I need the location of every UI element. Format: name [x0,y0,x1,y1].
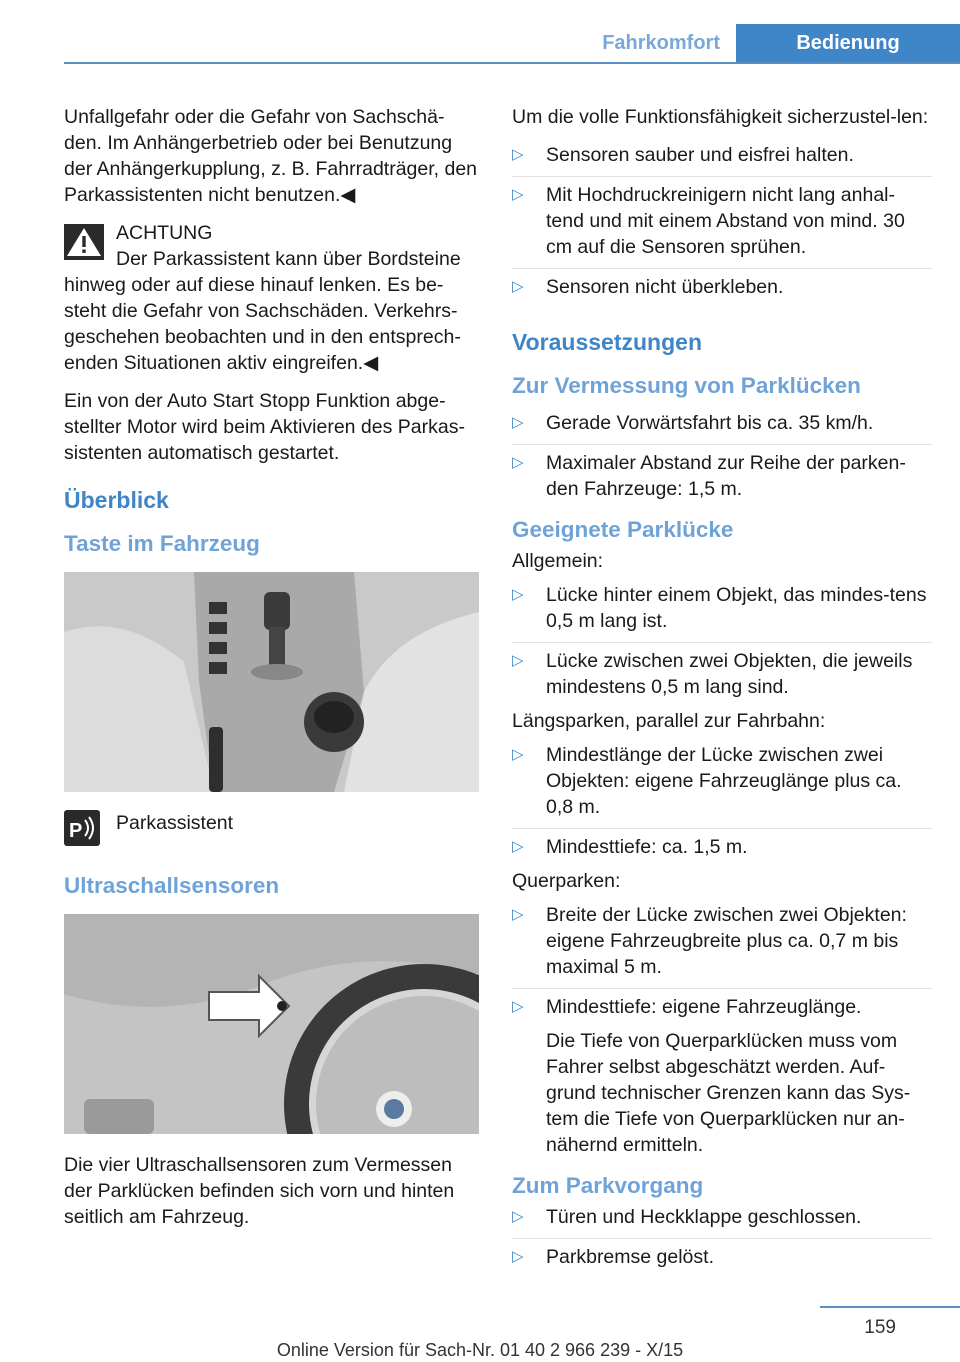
park-assist-icon [64,810,100,846]
parallel-label: Längsparken, parallel zur Fahrbahn: [512,710,826,732]
triangle-bullet-icon: ▷ [512,1248,524,1265]
list-item: ▷ Breite der Lücke zwischen zwei Objekten: eigene Fahrzeugbreite plus ca. 0,7 m bis maximal 5 m. [512,904,907,978]
heading-measure: Zur Vermessung von Parklücken [512,373,861,398]
intro-paragraph: Unfallgefahr oder die Gefahr von Sachschä-den. Im Anhängerbetrieb oder bei Benutzung der Anhängerkupplung, z. B. Fahrradträger, den Parkassistenten nicht benutzen.◀ [64,106,478,206]
warning-block [64,220,479,376]
warning-body: hinweg oder auf diese hinauf lenken. Es be-steht die Gefahr von Sachschäden. Verkehrs-geschehen beobachten und in den entsprech-enden Situationen aktiv eingreifen.◀ [64,274,461,374]
triangle-bullet-icon: ▷ [512,414,524,431]
parallel-list [512,742,932,860]
park-assist-row [64,810,479,846]
parking-list [512,1204,932,1270]
list-item: ▷ Lücke zwischen zwei Objekten, die jeweils mindestens 0,5 m lang sind. [512,642,932,700]
park-assist-label: Parkassistent [116,812,234,834]
triangle-bullet-icon: ▷ [512,652,524,669]
cross-label: Querparken: [512,870,621,892]
start-stop-paragraph: Ein von der Auto Start Stopp Funktion abge-stellter Motor wird beim Aktivieren des Parkas-sistenten automatisch gestartet. [64,390,465,464]
heading-overview: Überblick [64,487,169,513]
svg-text:P: P [69,820,83,842]
list-item: ▷ Türen und Heckklappe geschlossen. [512,1206,862,1228]
heading-button: Taste im Fahrzeug [64,531,260,556]
cross-note: Die Tiefe von Querparklücken muss vom Fahrer selbst abgeschätzt werden. Auf-grund technischer Grenzen kann das Sys-tem die Tiefe von Querparklücken nur an-nähernd ermitteln. [546,1030,911,1156]
tab-fahrkomfort[interactable]: Fahrkomfort [602,32,720,54]
list-item: ▷ Maximaler Abstand zur Reihe der parken-den Fahrzeuge: 1,5 m. [512,444,932,502]
care-list [512,142,932,300]
list-item: ▷ Sensoren sauber und eisfrei halten. [512,144,854,166]
triangle-bullet-icon: ▷ [512,146,524,163]
triangle-bullet-icon: ▷ [512,278,524,295]
cross-list [512,902,932,1158]
right-column [512,104,932,1278]
sensor-photo [64,914,479,1134]
left-column [64,104,479,1242]
measure-list [512,410,932,502]
warning-lead: Der Parkassistent kann über Bordsteine [116,248,461,270]
heading-parking: Zum Parkvorgang [512,1173,704,1198]
footer-divider [820,1306,960,1308]
triangle-bullet-icon: ▷ [512,998,524,1015]
heading-suitable: Geeignete Parklücke [512,517,734,542]
online-version-text: Online Version für Sach-Nr. 01 40 2 966 239 - X/15 [276,1340,684,1360]
care-intro: Um die volle Funktionsfähigkeit sicherzustel-len: [512,106,929,128]
list-item: ▷ Sensoren nicht überkleben. [512,268,932,300]
general-list [512,582,932,700]
triangle-bullet-icon: ▷ [512,454,524,471]
triangle-bullet-icon: ▷ [512,838,524,855]
triangle-bullet-icon: ▷ [512,586,524,603]
list-item: ▷ Mindestlänge der Lücke zwischen zwei Objekten: eigene Fahrzeuglänge plus ca. 0,8 m. [512,744,902,818]
tab-bedienung[interactable]: Bedienung [736,24,960,62]
triangle-bullet-icon: ▷ [512,746,524,763]
page-number: 159 [864,1317,896,1338]
triangle-bullet-icon: ▷ [512,906,524,923]
list-item: ▷ Gerade Vorwärtsfahrt bis ca. 35 km/h. [512,412,874,434]
triangle-bullet-icon: ▷ [512,1208,524,1225]
heading-requirements: Voraussetzungen [512,329,702,355]
warning-icon [64,224,104,260]
list-item: ▷ Lücke hinter einem Objekt, das mindes-tens 0,5 m lang ist. [512,584,927,632]
sensors-paragraph: Die vier Ultraschallsensoren zum Vermessen der Parklücken befinden sich vorn und hinten seitlich am Fahrzeug. [64,1154,455,1228]
heading-sensors: Ultraschallsensoren [64,873,280,898]
triangle-bullet-icon: ▷ [512,186,524,203]
general-label: Allgemein: [512,550,604,572]
page-header [64,24,960,64]
warning-title: ACHTUNG [116,222,213,244]
list-item: ▷ Mindesttiefe: eigene Fahrzeuglänge. Die Tiefe von Querparklücken muss vom Fahrer selbst abgeschätzt werden. Auf-grund technischer Grenzen kann das Sys-tem die Tiefe von Querparklücken nur an-nähernd ermitteln. [512,988,932,1158]
console-photo [64,572,479,792]
list-item: ▷ Parkbremse gelöst. [512,1238,932,1270]
list-item: ▷ Mit Hochdruckreinigern nicht lang anhal-tend und mit einem Abstand von mind. 30 cm auf die Sensoren sprühen. [512,176,932,260]
list-item: ▷ Mindesttiefe: ca. 1,5 m. [512,828,932,860]
